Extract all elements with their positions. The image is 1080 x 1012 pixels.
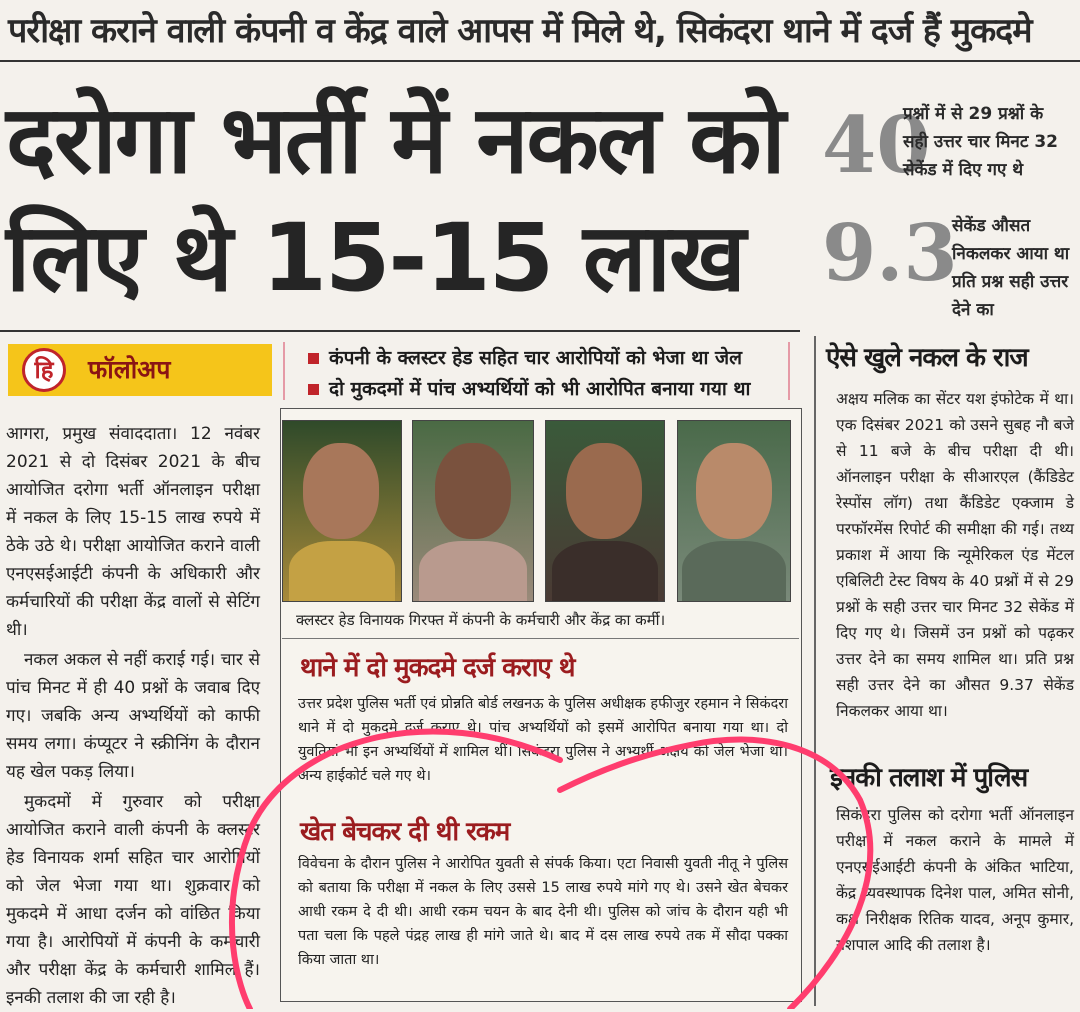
headline-line-2: लिए थे 15-15 लाख (6, 204, 744, 313)
left-paragraph-1: आगरा, प्रमुख संवाददाता। 12 नवंबर 2021 से दो दिसंबर 2021 के बीच आयोजित दरोगा भर्ती ऑनलाइन परीक्षा में नकल के लिए 15-15 लाख रुपये में ठेके उठे थे। परीक्षा आयोजित कराने वाली एनएसईआईटी कंपनी के अधिकारी और कर्मचारियों की परीक्षा केंद्र वालों से सेटिंग थी। (6, 424, 260, 640)
right-heading-search: इनकी तलाश में पुलिस (830, 763, 1028, 793)
followup-label: फॉलोअप (88, 355, 171, 384)
section-text-land: विवेचना के दौरान पुलिस ने आरोपित युवती से संपर्क किया। एटा निवासी युवती नीतू ने पुलिस को बताया कि परीक्षा में नकल के लिए उससे 15 लाख रुपये मांगे गए थे। उसने खेत बेचकर आधी रकम दे दी थी। आधी रकम चयन के बाद देनी थी। पुलिस को जांच के दौरान यही भी पता चला कि पहले पंद्रह लाख ही मांगे जाते थे। बाद में दस लाख रुपये तक में सौदा पक्का किया जाता था। (298, 856, 788, 968)
right-text-secrets: अक्षय मलिक का सेंटर यश इंफोटेक में था। एक दिसंबर 2021 को उसने सुबह नौ बजे से 11 बजे के बीच परीक्षा दी थी। ऑनलाइन परीक्षा के सीआरएल (कैंडिडेट रेस्पोंस लॉग) तथा कैंडिडेट एक्जाम डे परफॉरमेंस रिपोर्ट की समीक्षा की गई। तथ्य प्रकाश में आया कि न्यूमेरिकल एंड मेंटल एबिलिटी टेस्ट विषय के 40 प्रश्नों में से 29 प्रश्नों के सही उत्तर चार मिनट 32 सेकेंड में दिए गए थे। जिसमें उन प्रश्नों को पढ़कर उत्तर देने का समय शामिल था। प्रति प्रश्न सही उत्तर देने का औसत 9.37 सेकेंड निकलकर आया था। (836, 390, 1074, 720)
stat-number-40: 40 (822, 100, 931, 191)
photo-caption: क्लस्टर हेड विनायक गिरफ्त में कंपनी के कर्मचारी और केंद्र का कर्मी। (296, 611, 666, 629)
right-heading-secrets: ऐसे खुले नकल के राज (826, 343, 1028, 373)
kicker-headline: परीक्षा कराने वाली कंपनी व केंद्र वाले आपस में मिले थे, सिकंदरा थाने में दर्ज हैं मुकदमे (8, 11, 1032, 51)
marker-stroke (232, 731, 870, 1009)
section-heading-cases: थाने में दो मुकदमे दर्ज कराए थे (300, 653, 575, 683)
bullet-1: कंपनी के क्लस्टर हेड सहित चार आरोपियों को भेजा था जेल (308, 344, 742, 370)
left-paragraph-2: नकल अकल से नहीं कराई गई। चार से पांच मिनट में ही 40 प्रश्नों के जवाब दिए गए। जबकि अन्य अभ्यर्थियों को काफी समय लगा। कंप्यूटर ने स्क्रीनिंग के दौरान यह खेल पकड़ लिया। (6, 650, 260, 782)
left-paragraph-3: मुकदमों में गुरुवार को परीक्षा आयोजित कराने वाली कंपनी के क्लस्टर हेड विनायक शर्मा सहित चार आरोपियों को जेल भेजा गया था। शुक्रवार को मुकदमे में आधा दर्जन को वांछित किया गया है। आरोपियों में कंपनी के कर्मचारी और परीक्षा केंद्र के कर्मचारी शामिल हैं। इनकी तलाश की जा रही है। (6, 792, 260, 1008)
section-text-cases: उत्तर प्रदेश पुलिस भर्ती एवं प्रोन्नति बोर्ड लखनऊ के पुलिस अधीक्षक हफीजुर रहमान ने सिकंदरा थाने में दो मुकदमे दर्ज कराए थे। पांच अभ्यर्थियों को इसमें आरोपित बनाया गया था। दो युवतियां भी इन अभ्यर्थियों में शामिल थीं। सिकंदरा पुलिस ने अभ्यर्थी अक्षय को जेल भेजा था। अन्य हाईकोर्ट चले गए थे। (298, 696, 788, 784)
right-text-search: सिकंदरा पुलिस को दरोगा भर्ती ऑनलाइन परीक्षा में नकल कराने के मामले में एनएसईआईटी कंपनी के अंकित भाटिया, केंद्र व्यवस्थापक दिनेश पाल, अमित सोनी, कक्ष निरीक्षक रितिक यादव, अनूप कुमार, यशपाल आदि की तलाश है। (836, 806, 1074, 954)
headline-line-1: दरोगा भर्ती में नकल को (6, 86, 784, 195)
hindustan-logo-icon: हि (22, 348, 66, 392)
stat-text-40: प्रश्नों में से 29 प्रश्नों के सही उत्तर चार मिनट 32 सेकेंड में दिए गए थे (903, 104, 1058, 180)
stat-number-9-3: 9.3 (822, 208, 958, 299)
stat-text-9-3: सेकेंड औसत निकलकर आया था प्रति प्रश्न सही उत्तर देने का (952, 216, 1070, 320)
bullet-2: दो मुकदमों में पांच अभ्यर्थियों को भी आरोपित बनाया गया था (308, 375, 750, 401)
section-heading-land: खेत बेचकर दी थी रकम (300, 817, 510, 847)
